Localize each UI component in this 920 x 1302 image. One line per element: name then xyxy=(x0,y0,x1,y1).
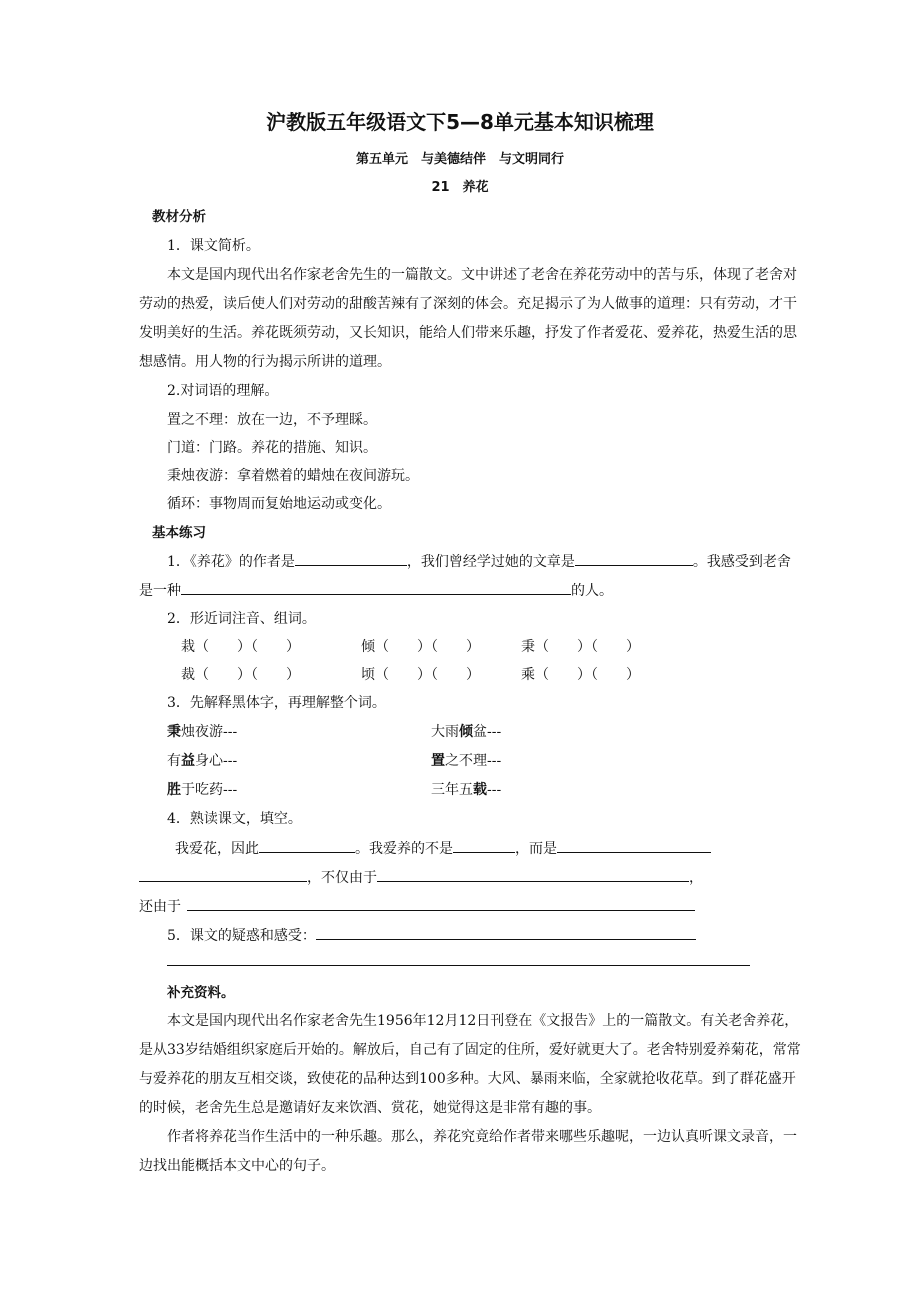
char-group xyxy=(521,665,640,685)
supplement-para-line: 与爱养花的朋友互相交谈，致使花的品种达到100多种。大风、暴雨来临，全家就抢收花草。到了群花盛开 xyxy=(139,1071,796,1087)
bold-char: 秉 xyxy=(167,724,181,740)
answer-parens[interactable]: （ ）（ ） xyxy=(535,667,640,683)
q3-item[interactable] xyxy=(431,722,501,742)
supplement-para-line: 的时候，老舍先生总是邀请好友来饮酒、赏花，她觉得这是非常有趣的事。 xyxy=(139,1100,601,1116)
word-definition: 置之不理：放在一边，不予理睬。 xyxy=(167,412,377,428)
question-4-line-3 xyxy=(139,896,695,917)
blank-impression[interactable] xyxy=(181,580,571,595)
char-group xyxy=(361,665,480,685)
bold-char: 载 xyxy=(473,782,487,798)
q3-rest: 于吃药--- xyxy=(181,782,238,798)
q3-rest: 身心--- xyxy=(195,753,238,769)
q4-text: ， xyxy=(689,870,703,886)
unit-heading: 第五单元 与美德结伴 与文明同行 xyxy=(355,152,564,167)
q4-text: ，不仅由于 xyxy=(307,870,377,886)
question-5 xyxy=(167,925,696,946)
q3-rest: 盆--- xyxy=(473,724,502,740)
q4-text: 。我爱养的不是 xyxy=(355,841,453,857)
answer-parens[interactable]: （ ）（ ） xyxy=(195,639,300,655)
analysis-heading: 教材分析 xyxy=(152,209,206,225)
char: 乘 xyxy=(521,667,535,683)
answer-parens[interactable]: （ ）（ ） xyxy=(535,639,640,655)
analysis-para-line: 想感情。用人物的行为揭示所讲的道理。 xyxy=(139,354,391,370)
blank-q4-5[interactable] xyxy=(377,867,689,882)
q3-item[interactable] xyxy=(167,780,237,800)
word-definition: 门道：门路。养花的措施、知识。 xyxy=(167,440,377,456)
q3-rest: 烛夜游--- xyxy=(181,724,238,740)
analysis-item-1: 1．课文简析。 xyxy=(167,238,260,254)
q4-text: 还由于 xyxy=(139,899,181,915)
analysis-para-line: 本文是国内现代出名作家老舍先生的一篇散文。文中讲述了老舍在养花劳动中的苦与乐，体现了老舍对 xyxy=(167,267,797,283)
question-4-line-2 xyxy=(139,867,703,888)
q1-text: 是一种 xyxy=(139,583,181,599)
q3-item[interactable] xyxy=(167,751,237,771)
question-1-line-2 xyxy=(139,580,613,601)
q3-pre: 三年五 xyxy=(431,782,473,798)
char: 裁 xyxy=(181,667,195,683)
practice-heading: 基本练习 xyxy=(152,525,206,541)
word-definition: 秉烛夜游：拿着燃着的蜡烛在夜间游玩。 xyxy=(167,468,419,484)
analysis-para-line: 发明美好的生活。养花既须劳动，又长知识，能给人们带来乐趣，抒发了作者爱花、爱养花，热爱生活的思 xyxy=(139,325,797,341)
word-definition: 循环：事物周而复始地运动或变化。 xyxy=(167,496,391,512)
q1-text: 1．《养花》的作者是 xyxy=(167,554,295,570)
blank-q4-2[interactable] xyxy=(453,838,515,853)
supplement-para-line: 本文是国内现代出名作家老舍先生1956年12月12日刊登在《文报告》上的一篇散文。有关老舍养花， xyxy=(167,1013,799,1029)
q3-rest: --- xyxy=(487,782,502,798)
document-title: 沪教版五年级语文下5—8单元基本知识梳理 xyxy=(266,110,654,134)
q3-item[interactable] xyxy=(167,722,237,742)
bold-char: 倾 xyxy=(459,724,473,740)
q4-text: ，而是 xyxy=(515,841,557,857)
char: 秉 xyxy=(521,639,535,655)
char-group xyxy=(181,665,300,685)
blank-q5-1[interactable] xyxy=(316,925,696,940)
blank-q5-2[interactable] xyxy=(167,965,750,966)
char-group xyxy=(181,637,300,657)
blank-author[interactable] xyxy=(295,551,407,566)
bold-char: 置 xyxy=(431,753,445,769)
analysis-para-line: 劳动的热爱，读后使人们对劳动的甜酸苦辣有了深刻的体会。充足揭示了为人做事的道理：只有劳动，才干 xyxy=(139,296,797,312)
answer-parens[interactable]: （ ）（ ） xyxy=(375,639,480,655)
question-1-line-1 xyxy=(167,551,791,572)
q1-text: 的人。 xyxy=(571,583,613,599)
q5-text: 5．课文的疑惑和感受： xyxy=(167,928,316,944)
q3-item[interactable] xyxy=(431,751,501,771)
bold-char: 胜 xyxy=(167,782,181,798)
supplement-para-line: 作者将养花当作生活中的一种乐趣。那么，养花究竟给作者带来哪些乐趣呢，一边认真听课文录音，一 xyxy=(167,1129,797,1145)
bold-char: 益 xyxy=(181,753,195,769)
answer-parens[interactable]: （ ）（ ） xyxy=(195,667,300,683)
q3-item[interactable] xyxy=(431,780,501,800)
supplement-para-line: 边找出能概括本文中心的句子。 xyxy=(139,1158,335,1174)
q3-pre: 有 xyxy=(167,753,181,769)
supplement-para-line: 是从33岁结婚组织家庭后开始的。解放后，自己有了固定的住所，爱好就更大了。老舍特别爱养菊花，常常 xyxy=(139,1042,801,1058)
question-2: 2．形近词注音、组词。 xyxy=(167,611,316,627)
char-group xyxy=(361,637,480,657)
blank-q4-6[interactable] xyxy=(187,896,695,911)
blank-q4-3[interactable] xyxy=(557,838,711,853)
analysis-item-2: 2.对词语的理解。 xyxy=(167,383,279,399)
char: 倾 xyxy=(361,639,375,655)
question-4: 4．熟读课文，填空。 xyxy=(167,811,302,827)
q3-rest: 之不理--- xyxy=(445,753,502,769)
lesson-heading: 21 养花 xyxy=(431,180,489,195)
q1-text: 。我感受到老舍 xyxy=(692,554,791,570)
q3-pre: 大雨 xyxy=(431,724,459,740)
blank-q4-4[interactable] xyxy=(139,867,307,882)
question-4-line-1 xyxy=(175,838,711,859)
char-group xyxy=(521,637,640,657)
q1-text: ，我们曾经学过她的文章是 xyxy=(406,554,575,570)
blank-q4-1[interactable] xyxy=(259,838,355,853)
char: 顷 xyxy=(361,667,375,683)
q4-text: 我爱花，因此 xyxy=(175,841,259,857)
char: 栽 xyxy=(181,639,195,655)
question-3: 3．先解释黑体字，再理解整个词。 xyxy=(167,695,386,711)
supplement-heading: 补充资料。 xyxy=(167,985,235,1001)
blank-article[interactable] xyxy=(575,551,693,566)
answer-parens[interactable]: （ ）（ ） xyxy=(375,667,480,683)
